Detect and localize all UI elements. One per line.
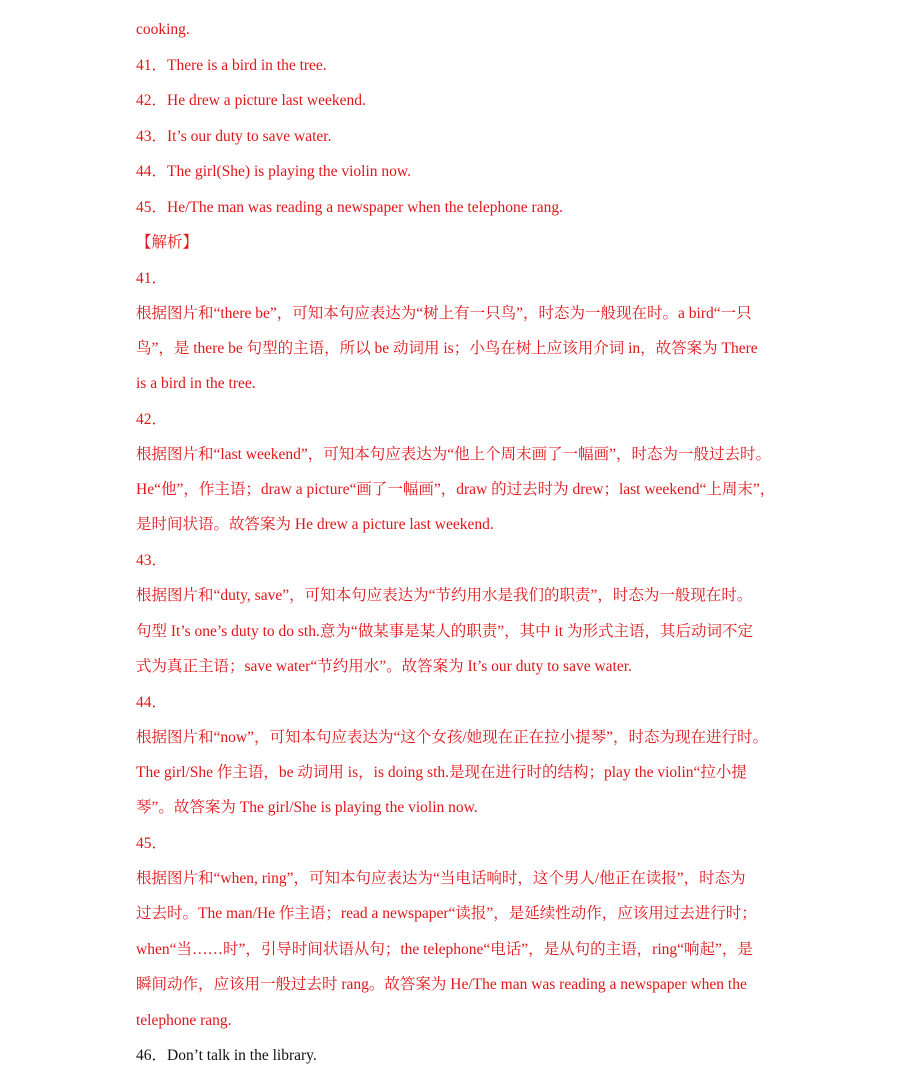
explanation-41-line-2: 鸟”，是 there be 句型的主语，所以 be 动词用 is；小鸟在树上应该用介词 in，故答案为 There [136, 340, 758, 357]
explanation-44-line-3: 琴”。故答案为 The girl/She is playing the violin now. [136, 799, 478, 816]
explanation-45-line-2: 过去时。The man/He 作主语；read a newspaper“读报”，是延续性动作，应该用过去进行时； [136, 905, 757, 922]
explanation-45-number: 45． [136, 835, 168, 852]
answer-41: 41．There is a bird in the tree. [136, 57, 327, 74]
analysis-heading: 【解析】 [136, 234, 199, 251]
answer-44: 44．The girl(She) is playing the violin now. [136, 163, 411, 180]
explanation-44-line-1: 根据图片和“now”，可知本句应表达为“这个女孩/她现在正在拉小提琴”，时态为现在进行时。 [136, 729, 769, 746]
answer-42: 42．He drew a picture last weekend. [136, 92, 366, 109]
explanation-41-line-1: 根据图片和“there be”，可知本句应表达为“树上有一只鸟”，时态为一般现在时。a bird“一只 [136, 305, 752, 322]
answer-46: 46．Don’t talk in the library. [136, 1047, 317, 1064]
explanation-45-line-4: 瞬间动作，应该用一般过去时 rang。故答案为 He/The man was reading a newspaper when the [136, 976, 747, 993]
answer-43: 43．It’s our duty to save water. [136, 128, 332, 145]
explanation-41-line-3: is a bird in the tree. [136, 375, 256, 392]
explanation-45-line-1: 根据图片和“when, ring”，可知本句应表达为“当电话响时，这个男人/他正在读报”，时态为 [136, 870, 746, 887]
explanation-42-line-2: He“他”，作主语；draw a picture“画了一幅画”，draw 的过去时为 drew；last weekend“上周末”， [136, 481, 776, 498]
explanation-41-number: 41． [136, 270, 168, 287]
explanation-43-number: 43． [136, 552, 168, 569]
explanation-42-number: 42． [136, 411, 168, 428]
explanation-42-line-1: 根据图片和“last weekend”，可知本句应表达为“他上个周末画了一幅画”，时态为一般过去时。 [136, 446, 772, 463]
explanation-43-line-1: 根据图片和“duty, save”，可知本句应表达为“节约用水是我们的职责”，时态为一般现在时。 [136, 587, 753, 604]
explanation-44-number: 44． [136, 694, 168, 711]
explanation-43-line-2: 句型 It’s one’s duty to do sth.意为“做某事是某人的职责”，其中 it 为形式主语，其后动词不定 [136, 623, 753, 640]
answer-45: 45．He/The man was reading a newspaper when the telephone rang. [136, 199, 563, 216]
continuation-text: cooking. [136, 21, 190, 38]
explanation-44-line-2: The girl/She 作主语，be 动词用 is，is doing sth.是现在进行时的结构；play the violin“拉小提 [136, 764, 747, 781]
explanation-45-line-5: telephone rang. [136, 1012, 232, 1029]
explanation-42-line-3: 是时间状语。故答案为 He drew a picture last weekend. [136, 516, 494, 533]
explanation-45-line-3: when“当……时”，引导时间状语从句；the telephone“电话”，是从句的主语，ring“响起”，是 [136, 941, 753, 958]
explanation-43-line-3: 式为真正主语；save water“节约用水”。故答案为 It’s our duty to save water. [136, 658, 632, 675]
